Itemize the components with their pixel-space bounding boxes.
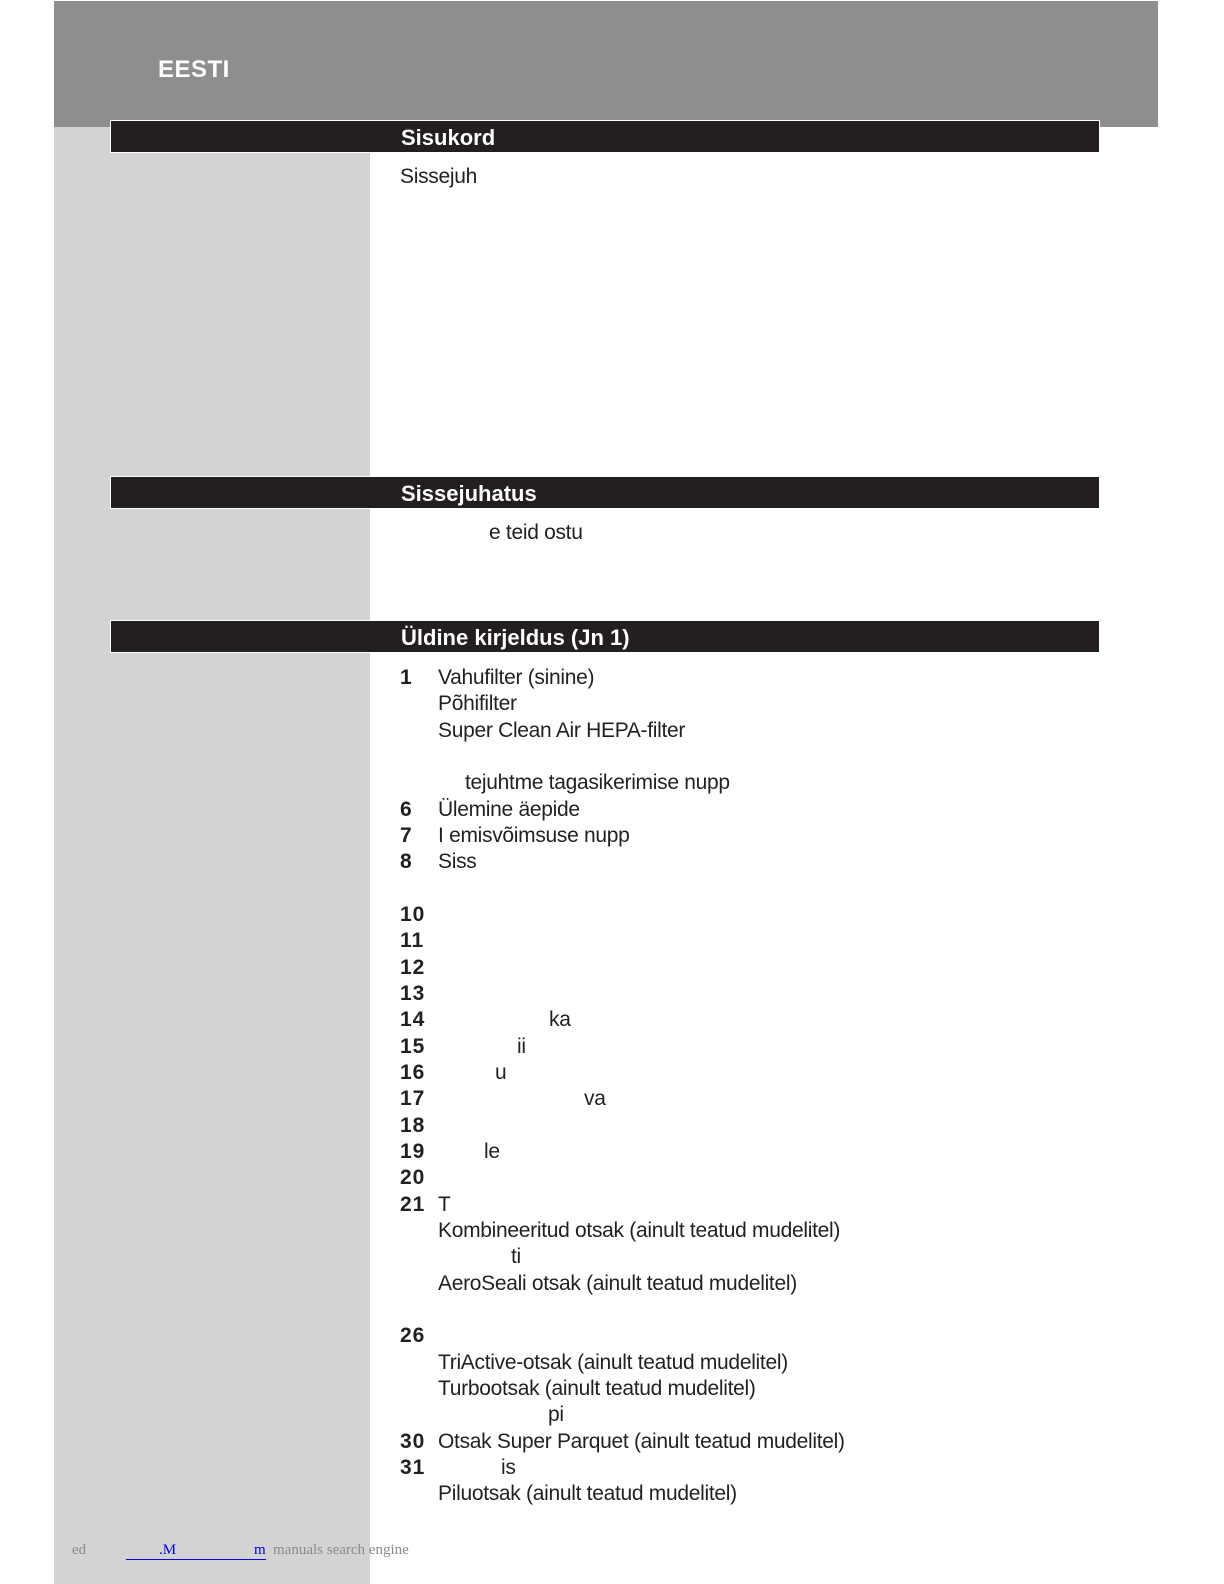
- footer-left-text: ed: [72, 1542, 87, 1558]
- item-number: 10: [400, 903, 426, 926]
- item-text: I emisvõimsuse nupp: [438, 824, 630, 847]
- item-text: Turbootsak (ainult teatud mudelitel): [438, 1377, 756, 1400]
- item-number: 31: [400, 1456, 426, 1479]
- item-text: AeroSeali otsak (ainult teatud mudelitel): [438, 1272, 797, 1295]
- footer-right-text: manuals search engine: [273, 1542, 409, 1558]
- item-number: 14: [400, 1008, 426, 1031]
- item-text: TriActive-otsak (ainult teatud mudelitel): [438, 1351, 788, 1374]
- section-bar-general: [110, 620, 1100, 653]
- item-text: pi: [548, 1403, 564, 1426]
- item-number: 15: [400, 1035, 426, 1058]
- section-title-toc: Sisukord: [401, 125, 496, 150]
- section-title-intro: Sissejuhatus: [401, 481, 537, 506]
- item-number: 21: [400, 1193, 426, 1216]
- item-text: ti: [511, 1245, 521, 1268]
- item-text: le: [484, 1140, 500, 1163]
- item-number: 7: [400, 824, 413, 847]
- item-text: Vahufilter (sinine): [438, 666, 595, 689]
- item-number: 6: [400, 798, 413, 821]
- item-text: Siss: [438, 850, 477, 873]
- item-number: 12: [400, 956, 426, 979]
- item-text: va: [584, 1087, 606, 1110]
- item-text: Ülemine äepide: [438, 798, 580, 821]
- section-title-general: Üldine kirjeldus (Jn 1): [401, 625, 630, 650]
- item-number: 8: [400, 850, 413, 873]
- item-text: u: [495, 1061, 507, 1084]
- item-text: Kombineeritud otsak (ainult teatud mudelitel): [438, 1219, 841, 1242]
- item-text: is: [501, 1456, 516, 1479]
- item-number: 20: [400, 1166, 426, 1189]
- item-text: Otsak Super Parquet (ainult teatud mudelitel): [438, 1430, 845, 1453]
- footer-link-text-a: .M: [159, 1542, 177, 1558]
- item-number: 26: [400, 1324, 426, 1347]
- intro-text: e teid ostu: [489, 521, 583, 544]
- footer-link-text-b: m: [254, 1542, 266, 1558]
- item-text: Piluotsak (ainult teatud mudelitel): [438, 1482, 737, 1505]
- section-bar-intro: [110, 476, 1100, 509]
- language-label: EESTI: [158, 56, 230, 83]
- footer-link[interactable]: [126, 1542, 266, 1560]
- item-text: Põhifilter: [438, 692, 517, 715]
- item-number: 17: [400, 1087, 426, 1110]
- item-number: 19: [400, 1140, 426, 1163]
- item-number: 1: [400, 666, 413, 689]
- toc-item[interactable]: Sissejuh: [400, 165, 477, 188]
- item-text: T: [438, 1193, 451, 1216]
- item-text: tejuhtme tagasikerimise nupp: [465, 771, 730, 794]
- item-number: 30: [400, 1430, 426, 1453]
- item-text: ii: [517, 1035, 526, 1058]
- item-number: 18: [400, 1114, 426, 1137]
- item-text: Super Clean Air HEPA-filter: [438, 719, 686, 742]
- sidebar-column: [54, 127, 370, 1584]
- item-number: 11: [400, 929, 425, 952]
- section-bar-toc: [110, 120, 1100, 153]
- item-number: 16: [400, 1061, 426, 1084]
- item-number: 13: [400, 982, 426, 1005]
- item-text: ka: [549, 1008, 571, 1031]
